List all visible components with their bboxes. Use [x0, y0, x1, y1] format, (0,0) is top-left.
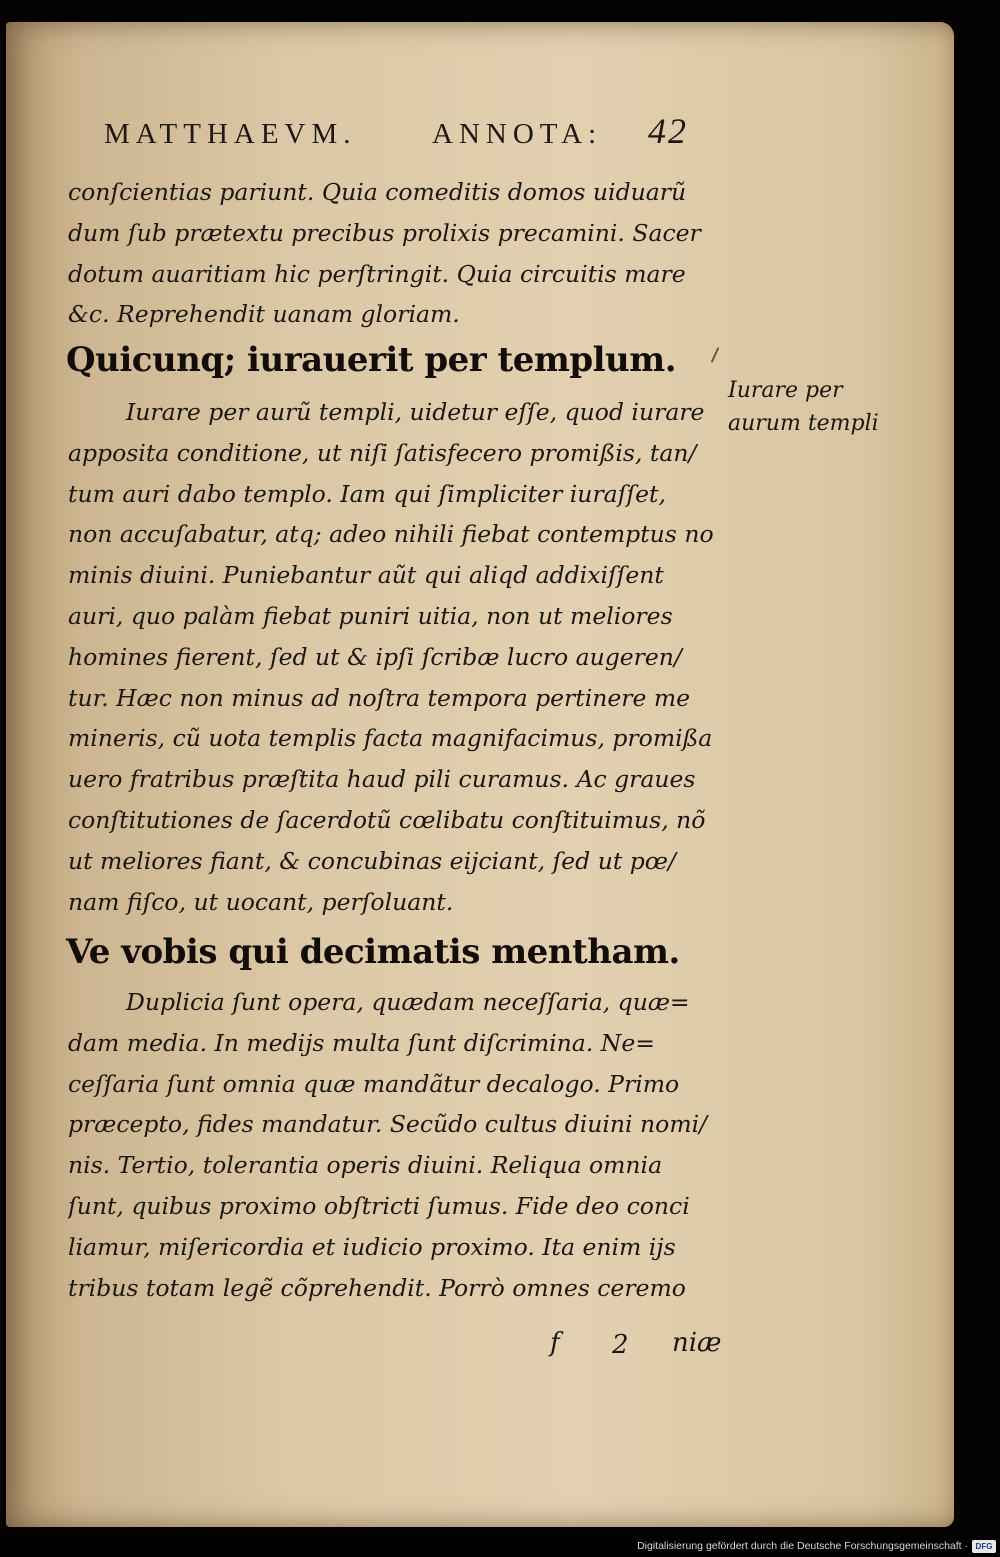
text-block-1	[68, 172, 728, 335]
credit-text: Digitalisierung gefördert durch die Deutsche Forschungsgemeinschaft ·	[637, 1540, 968, 1552]
text-line: tum auri dabo templo. Iam qui ſimpliciter iuraſſet,	[68, 479, 666, 508]
text-line: ſunt, quibus proximo obſtricti ſumus. Fide deo conci	[68, 1191, 690, 1220]
text-line: non accuſabatur, atq; adeo nihili fiebat contemptus no	[68, 520, 714, 549]
text-line: auri, quo palàm fiebat puniri uitia, non ut meliores	[68, 601, 673, 630]
text-line: ut meliores fiant, & concubinas eijciant, ſed ut pœ/	[68, 846, 676, 875]
dfg-logo-icon: DFG	[972, 1540, 996, 1553]
text-line: nis. Tertio, tolerantia operis diuini. Reliqua omnia	[68, 1151, 663, 1180]
catchword: niæ	[672, 1328, 722, 1358]
credit-bar	[0, 1537, 1000, 1557]
text-line: apposita conditione, ut niſi ſatisfecero promißis, tan/	[68, 438, 697, 467]
margin-note-line: Iurare per	[728, 378, 843, 403]
text-line: præcepto, fides mandatur. Secũdo cultus diuini nomi/	[68, 1110, 708, 1139]
text-block-2	[68, 392, 728, 922]
text-line: dotum auaritiam hic perſtringit. Quia circuitis mare	[68, 259, 686, 288]
text-line: Duplicia ſunt opera, quædam neceſſaria, quæ=	[126, 988, 690, 1016]
text-line: conſcientias pariunt. Quia comeditis domos uiduarũ	[68, 178, 687, 206]
signature-mark: f	[550, 1328, 560, 1358]
text-line: homines fierent, ſed ut & ipſi ſcribæ lucro augeren/	[68, 642, 682, 671]
text-line: uero fratribus præſtita haud pili curamus. Ac graues	[68, 765, 696, 794]
text-line: minis diuini. Puniebantur aũt qui aliqd addixiſſent	[68, 561, 664, 590]
text-line: &c. Reprehendit uanam gloriam.	[68, 300, 460, 329]
text-line: nam fiſco, ut uocant, perſoluant.	[68, 887, 454, 916]
text-block-3	[68, 982, 728, 1308]
page-content	[6, 22, 954, 1527]
text-line: dam media. In medijs multa ſunt diſcrimina. Ne=	[68, 1028, 655, 1057]
text-line: dum ſub prætextu precibus prolixis precamini. Sacer	[68, 218, 701, 247]
text-line: liamur, miſericordia et iudicio proximo. Ita enim ijs	[68, 1232, 676, 1261]
margin-note	[728, 374, 908, 440]
signature-line	[550, 1328, 750, 1368]
text-line: ceſſaria ſunt omnia quæ mandãtur decalogo. Primo	[68, 1069, 680, 1098]
running-head	[104, 110, 744, 160]
text-line: mineris, cũ uota templis facta magnifacimus, promißa	[68, 724, 713, 753]
page-number: 42	[648, 111, 688, 151]
margin-note-line: aurum templi	[728, 411, 879, 436]
book-page	[6, 22, 954, 1527]
section-heading-1: Quicunq; iurauerit per templum.	[66, 340, 677, 380]
running-head-title: MATTHAEVM.	[104, 118, 357, 150]
text-line: conſtitutiones de ſacerdotũ cœlibatu conſtituimus, nõ	[68, 805, 706, 834]
section-heading-2: Ve vobis qui decimatis mentham.	[66, 932, 680, 972]
running-head-section: ANNOTA:	[432, 118, 603, 150]
signature-number: 2	[612, 1330, 629, 1360]
text-line: Iurare per aurũ templi, uidetur eſſe, quod iurare	[126, 398, 705, 426]
text-line: tur. Hæc non minus ad noſtra tempora pertinere me	[68, 683, 691, 712]
text-line: tribus totam legẽ cõprehendit. Porrò omnes ceremo	[68, 1273, 686, 1302]
